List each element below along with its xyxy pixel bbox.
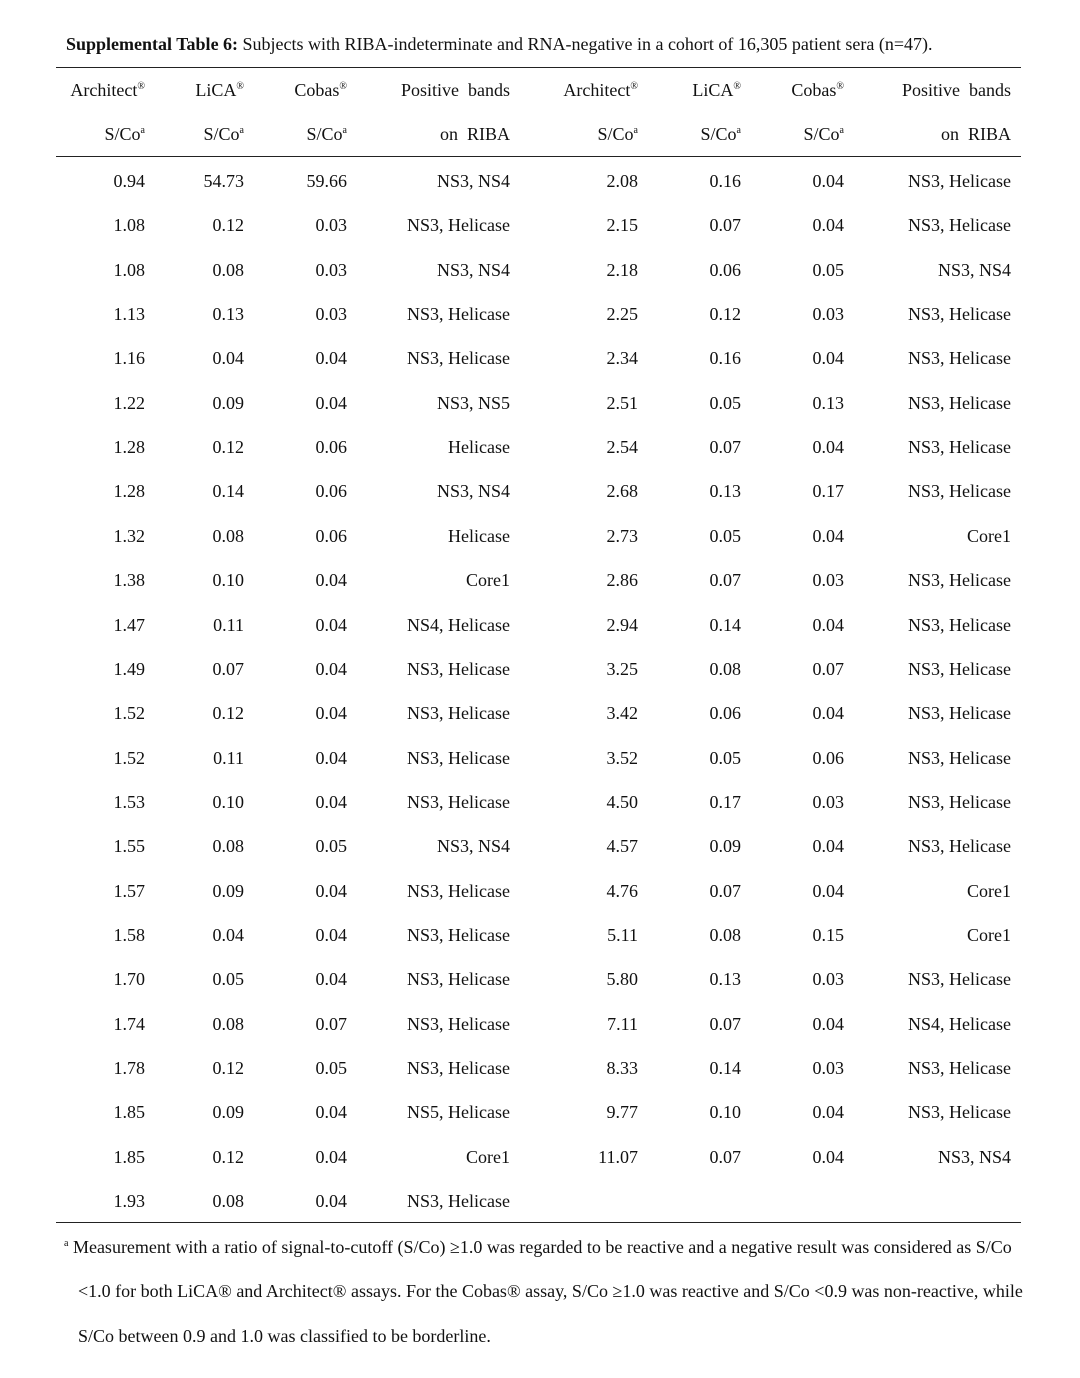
right-cell-positive-bands: NS3, Helicase xyxy=(908,1058,1011,1078)
right-cell-lica: 0.05 xyxy=(709,526,741,546)
top-rule xyxy=(56,67,1021,68)
left-cell-positive-bands: NS3, NS5 xyxy=(436,393,510,413)
right-cell-positive-bands: NS3, Helicase xyxy=(908,1102,1011,1122)
right-cell-positive-bands: Core1 xyxy=(967,881,1011,901)
left-cell-lica: 0.11 xyxy=(213,615,244,635)
left-cell-architect: 1.08 xyxy=(113,215,145,235)
col-header-cobas xyxy=(294,79,347,101)
unit-label: S/Co xyxy=(306,124,343,144)
right-cell-lica: 0.12 xyxy=(709,304,741,324)
left-cell-positive-bands: NS3, Helicase xyxy=(407,703,510,723)
left-cell-positive-bands: NS3, Helicase xyxy=(407,659,510,679)
col-header-lica xyxy=(692,79,741,101)
right-cell-architect: 2.15 xyxy=(606,215,638,235)
right-cell-positive-bands: NS3, Helicase xyxy=(908,481,1011,501)
col-header-on-riba: on RIBA xyxy=(439,124,510,144)
unit-label: S/Co xyxy=(700,124,737,144)
left-cell-cobas: 0.04 xyxy=(315,1147,347,1167)
right-cell-cobas: 0.03 xyxy=(812,1058,844,1078)
right-cell-positive-bands: Core1 xyxy=(967,925,1011,945)
right-cell-cobas: 0.04 xyxy=(812,348,844,368)
left-cell-cobas: 0.04 xyxy=(315,1191,347,1211)
right-cell-positive-bands: NS3, Helicase xyxy=(908,659,1011,679)
col-header-positive-bands: Positive bands xyxy=(400,80,510,100)
left-cell-positive-bands: NS3, Helicase xyxy=(407,1058,510,1078)
col-header-unit xyxy=(204,123,244,145)
left-cell-lica: 0.09 xyxy=(212,881,244,901)
left-cell-lica: 0.09 xyxy=(212,393,244,413)
left-cell-architect: 1.08 xyxy=(113,260,145,280)
right-cell-cobas: 0.04 xyxy=(812,526,844,546)
right-cell-cobas: 0.04 xyxy=(812,1147,844,1167)
left-cell-lica: 0.10 xyxy=(212,570,244,590)
left-cell-lica: 0.12 xyxy=(212,437,244,457)
left-cell-positive-bands: NS3, Helicase xyxy=(407,304,510,324)
left-cell-positive-bands: NS3, Helicase xyxy=(407,881,510,901)
col-header-label: LiCA xyxy=(195,80,237,100)
left-cell-architect: 1.49 xyxy=(113,659,145,679)
right-cell-architect: 2.86 xyxy=(606,570,638,590)
left-cell-architect: 1.93 xyxy=(113,1191,145,1211)
footnote-mark: a xyxy=(64,1238,69,1249)
right-cell-lica: 0.14 xyxy=(709,615,741,635)
left-cell-lica: 0.12 xyxy=(212,703,244,723)
caption-label: Supplemental Table 6: xyxy=(66,34,239,54)
right-cell-cobas: 0.03 xyxy=(812,570,844,590)
left-cell-cobas: 0.03 xyxy=(315,215,347,235)
right-cell-lica: 0.16 xyxy=(709,171,741,191)
col-header-unit xyxy=(701,123,741,145)
right-cell-architect: 2.94 xyxy=(606,615,638,635)
right-cell-positive-bands: NS3, Helicase xyxy=(908,437,1011,457)
left-cell-architect: 1.22 xyxy=(113,393,145,413)
col-header-positive-bands: Positive bands xyxy=(901,80,1011,100)
left-cell-architect: 1.16 xyxy=(113,348,145,368)
left-cell-architect: 1.32 xyxy=(113,526,145,546)
left-cell-positive-bands: NS5, Helicase xyxy=(407,1102,510,1122)
left-cell-positive-bands: NS4, Helicase xyxy=(407,615,510,635)
registered-mark: ® xyxy=(339,81,347,92)
right-cell-cobas: 0.04 xyxy=(812,1102,844,1122)
right-cell-lica: 0.10 xyxy=(709,1102,741,1122)
left-cell-lica: 0.08 xyxy=(212,836,244,856)
left-cell-positive-bands: Core1 xyxy=(466,570,510,590)
left-cell-cobas: 0.05 xyxy=(315,1058,347,1078)
right-cell-cobas: 0.05 xyxy=(812,260,844,280)
right-cell-positive-bands: NS3, Helicase xyxy=(908,748,1011,768)
left-cell-lica: 0.11 xyxy=(213,748,244,768)
left-cell-cobas: 0.03 xyxy=(315,304,347,324)
left-cell-positive-bands: NS3, Helicase xyxy=(407,925,510,945)
right-cell-architect: 2.34 xyxy=(606,348,638,368)
right-cell-lica: 0.06 xyxy=(709,260,741,280)
right-cell-cobas: 0.17 xyxy=(812,481,844,501)
col-header-lica xyxy=(195,79,244,101)
left-cell-architect: 1.53 xyxy=(113,792,145,812)
left-cell-positive-bands: NS3, NS4 xyxy=(436,260,510,280)
right-cell-cobas: 0.06 xyxy=(812,748,844,768)
footnote-line-2: <1.0 for both LiCA® and Architect® assays. For the Cobas® assay, S/Co ≥1.0 was reactive and S/Co <0.9 was non-reactive, while xyxy=(78,1281,1023,1301)
right-cell-cobas: 0.04 xyxy=(812,836,844,856)
right-cell-cobas: 0.04 xyxy=(812,615,844,635)
right-cell-positive-bands: NS3, Helicase xyxy=(908,171,1011,191)
right-cell-lica: 0.07 xyxy=(709,881,741,901)
right-cell-positive-bands: NS3, Helicase xyxy=(908,792,1011,812)
right-cell-lica: 0.06 xyxy=(709,703,741,723)
right-cell-architect: 4.76 xyxy=(606,881,638,901)
left-cell-cobas: 0.04 xyxy=(315,748,347,768)
left-cell-cobas: 0.04 xyxy=(315,969,347,989)
left-cell-architect: 1.74 xyxy=(113,1014,145,1034)
right-cell-positive-bands: NS3, Helicase xyxy=(908,615,1011,635)
right-cell-architect: 3.25 xyxy=(606,659,638,679)
left-cell-positive-bands: NS3, Helicase xyxy=(407,748,510,768)
registered-mark: ® xyxy=(137,81,145,92)
left-cell-positive-bands: Core1 xyxy=(466,1147,510,1167)
right-cell-positive-bands: NS3, Helicase xyxy=(908,969,1011,989)
col-header-architect xyxy=(563,79,638,101)
left-cell-architect: 1.28 xyxy=(113,437,145,457)
right-cell-positive-bands: NS3, Helicase xyxy=(908,836,1011,856)
right-cell-lica: 0.05 xyxy=(709,748,741,768)
col-header-label: Cobas xyxy=(791,80,837,100)
right-cell-architect: 5.80 xyxy=(606,969,638,989)
col-header-unit xyxy=(804,123,844,145)
left-cell-positive-bands: NS3, Helicase xyxy=(407,1191,510,1211)
right-cell-architect: 2.54 xyxy=(606,437,638,457)
left-cell-architect: 1.47 xyxy=(113,615,145,635)
left-cell-lica: 0.08 xyxy=(212,526,244,546)
right-cell-architect: 11.07 xyxy=(598,1147,638,1167)
left-cell-lica: 0.10 xyxy=(212,792,244,812)
right-cell-architect: 7.11 xyxy=(607,1014,638,1034)
left-cell-architect: 1.58 xyxy=(113,925,145,945)
col-header-on-riba: on RIBA xyxy=(940,124,1011,144)
right-cell-positive-bands: NS4, Helicase xyxy=(908,1014,1011,1034)
registered-mark: ® xyxy=(236,81,244,92)
left-cell-architect: 1.38 xyxy=(113,570,145,590)
left-cell-cobas: 0.04 xyxy=(315,703,347,723)
right-cell-cobas: 0.04 xyxy=(812,703,844,723)
left-cell-cobas: 0.06 xyxy=(315,481,347,501)
left-cell-architect: 1.85 xyxy=(113,1102,145,1122)
right-cell-positive-bands: NS3, Helicase xyxy=(908,570,1011,590)
right-cell-positive-bands: NS3, Helicase xyxy=(908,393,1011,413)
registered-mark: ® xyxy=(733,81,741,92)
left-cell-lica: 0.07 xyxy=(212,659,244,679)
col-header-unit xyxy=(105,123,145,145)
right-cell-lica: 0.07 xyxy=(709,570,741,590)
left-cell-cobas: 0.04 xyxy=(315,348,347,368)
left-cell-cobas: 0.04 xyxy=(315,792,347,812)
left-cell-cobas: 0.06 xyxy=(315,437,347,457)
left-cell-lica: 0.08 xyxy=(212,1191,244,1211)
right-cell-lica: 0.14 xyxy=(709,1058,741,1078)
right-cell-lica: 0.13 xyxy=(709,481,741,501)
right-cell-cobas: 0.03 xyxy=(812,969,844,989)
right-cell-cobas: 0.04 xyxy=(812,1014,844,1034)
footnote-mark: a xyxy=(839,125,844,136)
col-header-cobas xyxy=(791,79,844,101)
right-cell-positive-bands: NS3, Helicase xyxy=(908,215,1011,235)
left-cell-positive-bands: NS3, Helicase xyxy=(407,348,510,368)
registered-mark: ® xyxy=(630,81,638,92)
right-cell-lica: 0.13 xyxy=(709,969,741,989)
registered-mark: ® xyxy=(836,81,844,92)
right-cell-cobas: 0.04 xyxy=(812,881,844,901)
left-cell-positive-bands: Helicase xyxy=(448,437,510,457)
left-cell-architect: 1.13 xyxy=(113,304,145,324)
left-cell-cobas: 0.06 xyxy=(315,526,347,546)
right-cell-cobas: 0.13 xyxy=(812,393,844,413)
col-header-architect xyxy=(70,79,145,101)
col-header-label: Architect xyxy=(563,80,631,100)
right-cell-lica: 0.17 xyxy=(709,792,741,812)
right-cell-lica: 0.07 xyxy=(709,437,741,457)
left-cell-cobas: 59.66 xyxy=(306,171,347,191)
right-cell-architect: 2.73 xyxy=(606,526,638,546)
left-cell-positive-bands: NS3, Helicase xyxy=(407,969,510,989)
left-cell-cobas: 0.05 xyxy=(315,836,347,856)
left-cell-architect: 1.52 xyxy=(113,748,145,768)
left-cell-architect: 1.52 xyxy=(113,703,145,723)
left-cell-lica: 0.09 xyxy=(212,1102,244,1122)
right-cell-positive-bands: NS3, NS4 xyxy=(937,260,1011,280)
right-cell-cobas: 0.03 xyxy=(812,792,844,812)
left-cell-architect: 0.94 xyxy=(113,171,145,191)
left-cell-lica: 0.12 xyxy=(212,1147,244,1167)
left-cell-cobas: 0.03 xyxy=(315,260,347,280)
left-cell-architect: 1.57 xyxy=(113,881,145,901)
left-cell-architect: 1.78 xyxy=(113,1058,145,1078)
footnote-mark: a xyxy=(140,125,145,136)
col-header-unit xyxy=(307,123,347,145)
left-cell-cobas: 0.04 xyxy=(315,925,347,945)
right-cell-architect: 2.51 xyxy=(606,393,638,413)
unit-label: S/Co xyxy=(597,124,634,144)
left-cell-positive-bands: NS3, NS4 xyxy=(436,171,510,191)
footnote-mark: a xyxy=(736,125,741,136)
right-cell-architect: 2.25 xyxy=(606,304,638,324)
right-cell-architect: 2.08 xyxy=(606,171,638,191)
left-cell-positive-bands: NS3, NS4 xyxy=(436,481,510,501)
col-header-unit xyxy=(598,123,638,145)
footnote-mark: a xyxy=(633,125,638,136)
right-cell-cobas: 0.04 xyxy=(812,437,844,457)
right-cell-positive-bands: NS3, Helicase xyxy=(908,703,1011,723)
footnote-mark: a xyxy=(239,125,244,136)
footnote-line-1: $^a$ Measurement with a ratio of signal-to-cutoff (S/Co) ≥1.0 was regarded to be reactive and a negative result was considered as S/Co xyxy=(64,1237,1012,1257)
col-header-label: Cobas xyxy=(294,80,340,100)
right-cell-lica: 0.07 xyxy=(709,1014,741,1034)
footnote-mark: a xyxy=(342,125,347,136)
right-cell-cobas: 0.04 xyxy=(812,171,844,191)
right-cell-lica: 0.05 xyxy=(709,393,741,413)
bottom-rule xyxy=(56,1222,1021,1223)
footnote-line-3: S/Co between 0.9 and 1.0 was classified to be borderline. xyxy=(78,1326,491,1346)
right-cell-architect: 2.68 xyxy=(606,481,638,501)
right-cell-positive-bands: Core1 xyxy=(967,526,1011,546)
left-cell-positive-bands: Helicase xyxy=(448,526,510,546)
left-cell-lica: 0.14 xyxy=(212,481,244,501)
right-cell-lica: 0.07 xyxy=(709,215,741,235)
right-cell-cobas: 0.07 xyxy=(812,659,844,679)
left-cell-lica: 0.08 xyxy=(212,1014,244,1034)
unit-label: S/Co xyxy=(104,124,141,144)
left-cell-positive-bands: NS3, Helicase xyxy=(407,215,510,235)
left-cell-architect: 1.55 xyxy=(113,836,145,856)
right-cell-architect: 9.77 xyxy=(606,1102,638,1122)
left-cell-cobas: 0.04 xyxy=(315,659,347,679)
right-cell-cobas: 0.04 xyxy=(812,215,844,235)
col-header-label: Architect xyxy=(70,80,138,100)
right-cell-cobas: 0.15 xyxy=(812,925,844,945)
left-cell-positive-bands: NS3, Helicase xyxy=(407,1014,510,1034)
right-cell-positive-bands: NS3, Helicase xyxy=(908,348,1011,368)
left-cell-lica: 0.04 xyxy=(212,348,244,368)
left-cell-cobas: 0.07 xyxy=(315,1014,347,1034)
left-cell-cobas: 0.04 xyxy=(315,881,347,901)
left-cell-lica: 0.13 xyxy=(212,304,244,324)
left-cell-lica: 0.04 xyxy=(212,925,244,945)
unit-label: S/Co xyxy=(203,124,240,144)
unit-label: S/Co xyxy=(803,124,840,144)
right-cell-cobas: 0.03 xyxy=(812,304,844,324)
right-cell-architect: 3.42 xyxy=(606,703,638,723)
table-caption xyxy=(66,33,1026,55)
right-cell-positive-bands: NS3, NS4 xyxy=(937,1147,1011,1167)
left-cell-lica: 54.73 xyxy=(203,171,244,191)
col-header-label: LiCA xyxy=(692,80,734,100)
left-cell-architect: 1.28 xyxy=(113,481,145,501)
left-cell-positive-bands: NS3, NS4 xyxy=(436,836,510,856)
right-cell-lica: 0.08 xyxy=(709,925,741,945)
right-cell-architect: 2.18 xyxy=(606,260,638,280)
caption-text: Subjects with RIBA-indeterminate and RNA-negative in a cohort of 16,305 patient sera (n=47). xyxy=(238,34,933,54)
right-cell-lica: 0.08 xyxy=(709,659,741,679)
left-cell-cobas: 0.04 xyxy=(315,393,347,413)
right-cell-lica: 0.16 xyxy=(709,348,741,368)
left-cell-architect: 1.70 xyxy=(113,969,145,989)
left-cell-architect: 1.85 xyxy=(113,1147,145,1167)
left-cell-lica: 0.12 xyxy=(212,1058,244,1078)
right-cell-lica: 0.09 xyxy=(709,836,741,856)
right-cell-architect: 4.57 xyxy=(606,836,638,856)
right-cell-lica: 0.07 xyxy=(709,1147,741,1167)
right-cell-positive-bands: NS3, Helicase xyxy=(908,304,1011,324)
header-rule xyxy=(56,156,1021,157)
left-cell-cobas: 0.04 xyxy=(315,615,347,635)
right-cell-architect: 5.11 xyxy=(607,925,638,945)
right-cell-architect: 3.52 xyxy=(606,748,638,768)
left-cell-cobas: 0.04 xyxy=(315,570,347,590)
left-cell-cobas: 0.04 xyxy=(315,1102,347,1122)
left-cell-lica: 0.08 xyxy=(212,260,244,280)
left-cell-positive-bands: NS3, Helicase xyxy=(407,792,510,812)
right-cell-architect: 8.33 xyxy=(606,1058,638,1078)
right-cell-architect: 4.50 xyxy=(606,792,638,812)
left-cell-lica: 0.05 xyxy=(212,969,244,989)
left-cell-lica: 0.12 xyxy=(212,215,244,235)
